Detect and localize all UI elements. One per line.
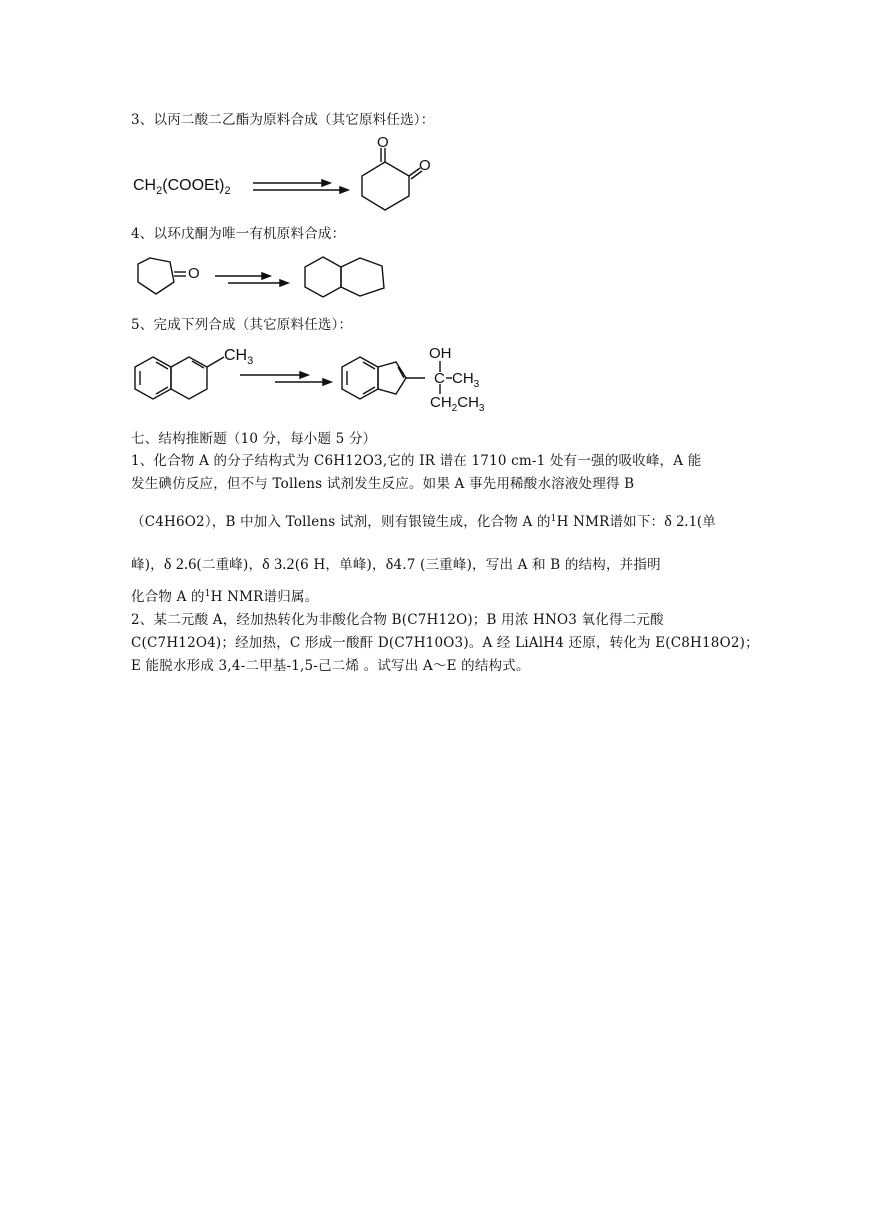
q5-carbon-label: [434, 370, 445, 387]
p1-delta-32: δ 3.2: [262, 556, 295, 573]
p1-l3d: (单: [696, 514, 716, 530]
q5-ethyl-label: [430, 394, 484, 414]
p1-delta-47: δ: [385, 556, 394, 573]
q5-oh-label: OH: [429, 345, 452, 362]
ch3-sub: 3: [247, 355, 254, 368]
cyclohexanedione-structure: [362, 148, 422, 210]
q5-methyl-label: [224, 347, 253, 367]
q5-arrows: [240, 372, 331, 385]
q5-title: 5、完成下列合成（其它原料任选）：: [131, 317, 353, 333]
p1-line4: [131, 553, 661, 574]
p1-l3b: H NMR谱如下：: [556, 514, 665, 530]
q5-ch3b-label: [452, 370, 479, 390]
p1-l4e: (6 H，单峰)，: [294, 557, 386, 573]
q4-arrows: [215, 273, 288, 286]
q3-arrows: [253, 180, 348, 193]
p1-line1: 1、化合物 A 的分子结构式为 C6H12O3,它的 IR 谱在 1710 cm-1 处有一强的吸收峰，A 能: [131, 453, 702, 469]
p1-line5: [131, 585, 318, 605]
q3-title: 3、以丙二酸二乙酯为原料合成（其它原料任选）：: [131, 112, 435, 128]
reagent-mid: (COOEt): [162, 177, 225, 194]
p1-l4c: (二重峰)，: [196, 557, 263, 573]
reagent-ch: CH: [133, 177, 157, 194]
ethyl-ch-2: CH: [457, 394, 479, 411]
p1-line2: 发生碘仿反应，但不与 Tollens 试剂发生反应。如果 A 事先用稀酸水溶液处理得 B: [131, 476, 635, 492]
p1-delta-26: δ 2.6: [163, 556, 197, 573]
p2-line2: C(C7H12O4)；经加热，C 形成一酸酐 D(C7H10O3)。A 经 LiAlH4 还原，转化为 E(C8H18O2)；: [131, 635, 759, 651]
reagent-sub2: 2: [224, 185, 231, 198]
p1-l4g: 4.7 (三重峰)，写出 A 和 B 的结构，并指明: [393, 557, 661, 573]
p1-l5b: H NMR谱归属。: [210, 589, 319, 605]
p1-l5a: 化合物 A 的: [131, 589, 205, 605]
p1-l3-sup: 1: [550, 514, 557, 524]
reagent-sub: 2: [156, 185, 163, 198]
spirodecane-structure: [305, 257, 384, 297]
p1-l3a: （C4H6O2），B 中加入 Tollens 试剂，则有银镜生成，化合物 A 的: [131, 514, 551, 530]
cyclopentanone-structure: [138, 258, 186, 294]
ethyl-ch-1: CH: [430, 394, 452, 411]
section7-title: 七、结构推断题（10 分，每小题 5 分）: [131, 431, 377, 447]
q4-title: 4、以环戊酮为唯一有机原料合成：: [131, 226, 346, 242]
p1-delta-21: δ 2.1: [664, 513, 697, 530]
dihydronaphthalene-structure: [135, 357, 224, 399]
q3-oxygen-2: O: [419, 157, 431, 174]
q3-oxygen-1: O: [377, 134, 389, 151]
p1-l4a: 峰)，: [131, 557, 164, 573]
p2-line1: 2、某二元酸 A，经加热转化为非酸化合物 B(C7H12O)；B 用浓 HNO3 氧化得二元酸: [131, 612, 664, 628]
ch3b-sub: 3: [473, 379, 480, 390]
p1-l5-sup: 1: [204, 589, 211, 599]
p1-line3: [131, 510, 716, 531]
c-text: C: [434, 370, 445, 387]
ethyl-sub-1: 2: [451, 403, 458, 414]
q4-oxygen: O: [188, 265, 200, 282]
ethyl-sub-2: 3: [478, 403, 485, 414]
ch3-text: CH: [224, 347, 248, 364]
ch3b-text: CH: [452, 370, 474, 387]
p2-line3: E 能脱水形成 3,4-二甲基-1,5-己二烯 。试写出 A～E 的结构式。: [131, 658, 530, 674]
